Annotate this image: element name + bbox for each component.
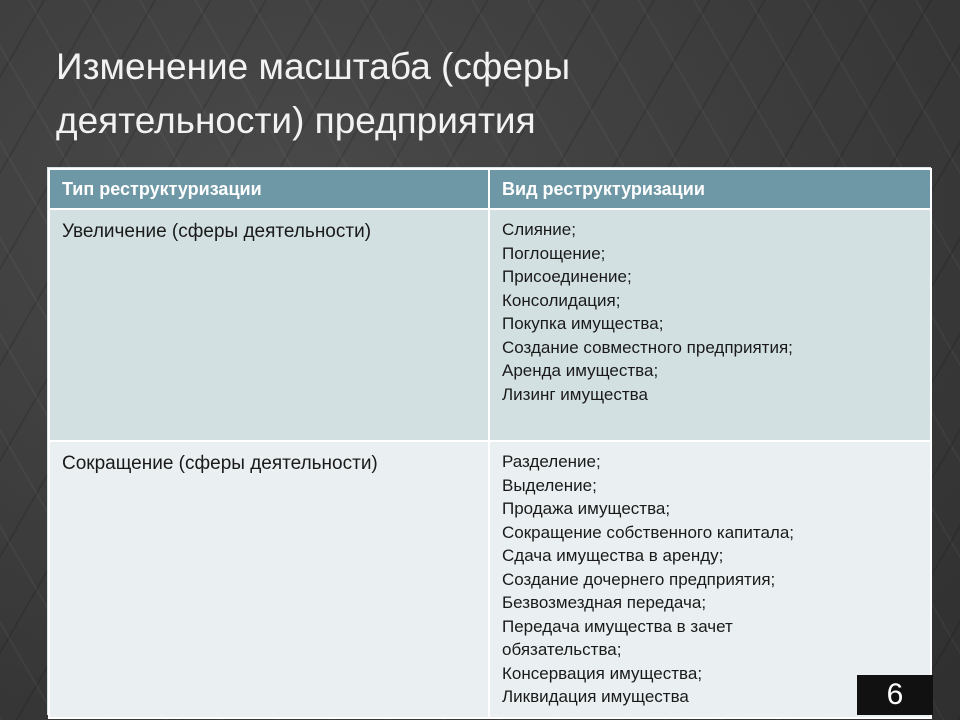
list-item: Слияние; xyxy=(502,220,576,239)
list-item: Безвозмездная передача; xyxy=(502,593,707,612)
list-item: Выделение; xyxy=(502,475,597,495)
list-item: Передача имущества в зачет xyxy=(502,616,733,636)
row-type-decrease: Сокращение (сферы деятельности) xyxy=(49,441,489,718)
list-item: Поглощение; xyxy=(502,243,606,263)
slide-title: Изменение масштаба (сферы деятельности) предприятия xyxy=(56,46,571,141)
list-item: Ликвидация имущества xyxy=(502,687,689,706)
page-number: 6 xyxy=(857,675,933,715)
list-item: Консолидация; xyxy=(502,290,621,310)
table-header-row xyxy=(49,169,931,209)
list-item: Создание совместного предприятия; xyxy=(502,337,793,357)
header-restructuring-kind: Вид реструктуризации xyxy=(489,169,931,209)
list-item: Покупка имущества; xyxy=(502,314,664,333)
list-item: Создание дочернего предприятия; xyxy=(502,569,776,589)
row-kinds-increase xyxy=(489,209,931,441)
list-item: Сдача имущества в аренду; xyxy=(502,546,724,565)
list-item: Сокращение собственного капитала; xyxy=(502,522,795,542)
table-row xyxy=(49,209,931,441)
list-item: Аренда имущества; xyxy=(502,361,659,380)
restructuring-table xyxy=(47,167,931,715)
table-row xyxy=(49,441,931,718)
list-item: Лизинг имущества xyxy=(502,384,648,404)
table xyxy=(48,168,932,719)
list-item: Разделение; xyxy=(502,452,601,471)
list-item: Продажа имущества; xyxy=(502,499,671,518)
row-type-increase: Увеличение (сферы деятельности) xyxy=(49,209,489,441)
list-item: обязательства; xyxy=(502,640,622,659)
header-restructuring-type: Тип реструктуризации xyxy=(49,169,489,209)
list-item: Присоединение; xyxy=(502,267,632,286)
list-item: Консервация имущества; xyxy=(502,663,703,683)
